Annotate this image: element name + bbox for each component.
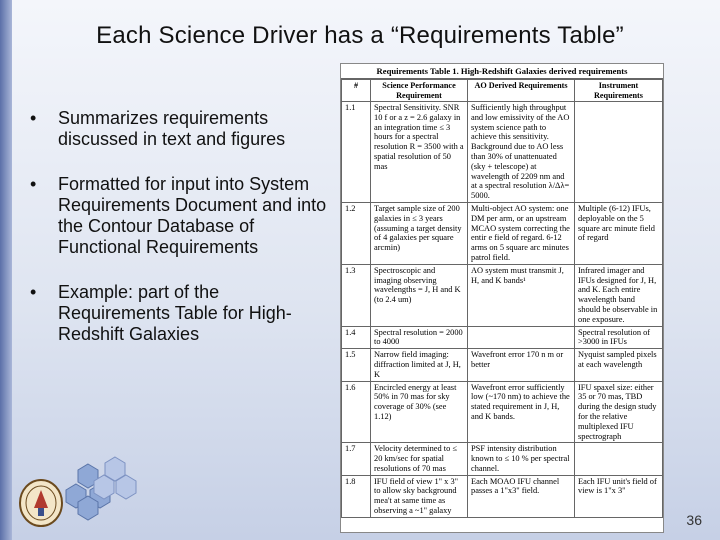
instrument-cell xyxy=(575,102,663,203)
bullet-item xyxy=(30,282,340,345)
science-cell: Narrow field imaging: diffraction limited at J, H, K xyxy=(371,349,468,381)
row-number: 1.2 xyxy=(342,202,371,264)
bullet-text: Example: part of the Requirements Table for High-Redshift Galaxies xyxy=(58,282,292,344)
table-row xyxy=(342,475,663,517)
ao-cell: Wavefront error sufficiently low (~170 nm) to achieve the stated requirement in J, H, and K bands. xyxy=(468,381,575,443)
ao-cell: Wavefront error 170 n m or better xyxy=(468,349,575,381)
university-seal-logo xyxy=(18,478,64,528)
header-number: # xyxy=(342,80,371,102)
bullet-marker: • xyxy=(30,108,37,128)
instrument-cell xyxy=(575,443,663,475)
ao-cell xyxy=(468,326,575,349)
science-cell: Velocity determined to ≤ 20 km/sec for spatial resolutions of 70 mas xyxy=(371,443,468,475)
table-row xyxy=(342,264,663,326)
science-cell: Target sample size of 200 galaxies in ≤ 3 years (assuming a target density of 4 galaxies per square arcmin) xyxy=(371,202,468,264)
header-instrument: Instrument Requirements xyxy=(575,80,663,102)
ao-cell: Multi-object AO system: one DM per arm, or an upstream MCAO system correcting the entir e field of regard. 6-12 arms on 5 square arc minutes patrol field. xyxy=(468,202,575,264)
ao-cell: Each MOAO IFU channel passes a 1"x3" field. xyxy=(468,475,575,517)
table-row xyxy=(342,326,663,349)
row-number: 1.6 xyxy=(342,381,371,443)
left-decor-band xyxy=(0,0,12,540)
row-number: 1.3 xyxy=(342,264,371,326)
table-row xyxy=(342,202,663,264)
table-row xyxy=(342,349,663,381)
instrument-cell: Spectral resolution of >3000 in IFUs xyxy=(575,326,663,349)
bullet-marker: • xyxy=(30,282,37,302)
science-cell: IFU field of view 1" x 3" to allow sky background mea't at same time as observing a ~1" galaxy xyxy=(371,475,468,517)
table-row xyxy=(342,443,663,475)
table-row xyxy=(342,381,663,443)
instrument-cell: Multiple (6-12) IFUs, deployable on the 5 square arc minute field of regard xyxy=(575,202,663,264)
ao-cell: Sufficiently high throughput and low emissivity of the AO system science path to achieve this sensitivity. Background due to AO less than 30% of unattenuated (sky + telescope) at wavelength of 2209 nm and at a spectral resolution λ/Δλ= 5000. xyxy=(468,102,575,203)
science-cell: Spectral resolution = 2000 to 4000 xyxy=(371,326,468,349)
page-number: 36 xyxy=(686,512,702,528)
row-number: 1.1 xyxy=(342,102,371,203)
slide-title: Each Science Driver has a “Requirements Table” xyxy=(96,22,624,49)
bullet-list xyxy=(30,108,340,369)
table-header-row xyxy=(342,80,663,102)
bullet-item xyxy=(30,174,340,258)
row-number: 1.7 xyxy=(342,443,371,475)
science-cell: Spectroscopic and imaging observing wavelengths = J, H and K (to 2.4 um) xyxy=(371,264,468,326)
instrument-cell: Nyquist sampled pixels at each wavelength xyxy=(575,349,663,381)
bullet-item xyxy=(30,108,340,150)
requirements-table xyxy=(341,79,663,518)
bullet-text: Summarizes requirements discussed in text and figures xyxy=(58,108,286,149)
bullet-marker: • xyxy=(30,174,37,194)
science-cell: Encircled energy at least 50% in 70 mas for sky coverage of 30% (see 1.12) xyxy=(371,381,468,443)
table-caption: Requirements Table 1. High-Redshift Galaxies derived requirements xyxy=(341,64,663,79)
requirements-table-image xyxy=(340,63,664,533)
header-science: Science Performance Requirement xyxy=(371,80,468,102)
row-number: 1.5 xyxy=(342,349,371,381)
row-number: 1.4 xyxy=(342,326,371,349)
ao-cell: PSF intensity distribution known to ≤ 10 % per spectral channel. xyxy=(468,443,575,475)
table-row xyxy=(342,102,663,203)
ao-cell: AO system must transmit J, H, and K bands¹ xyxy=(468,264,575,326)
instrument-cell: IFU spaxel size: either 35 or 70 mas, TBD during the design study for the relative multiplexed IFU spectrograph xyxy=(575,381,663,443)
header-ao: AO Derived Requirements xyxy=(468,80,575,102)
instrument-cell: Each IFU unit's field of view is 1"x 3" xyxy=(575,475,663,517)
instrument-cell: Infrared imager and IFUs designed for J, H, and K. Each entire wavelength band should be observable in one exposure. xyxy=(575,264,663,326)
science-cell: Spectral Sensitivity. SNR 10 f or a z = 2.6 galaxy in an integration time ≤ 3 hours for a spectral resolution R = 3500 with a spatial resolution of 50 mas xyxy=(371,102,468,203)
row-number: 1.8 xyxy=(342,475,371,517)
hexagon-cluster-logo xyxy=(92,455,138,501)
bullet-text: Formatted for input into System Requirements Document and into the Contour Database of Functional Requirements xyxy=(58,174,327,257)
